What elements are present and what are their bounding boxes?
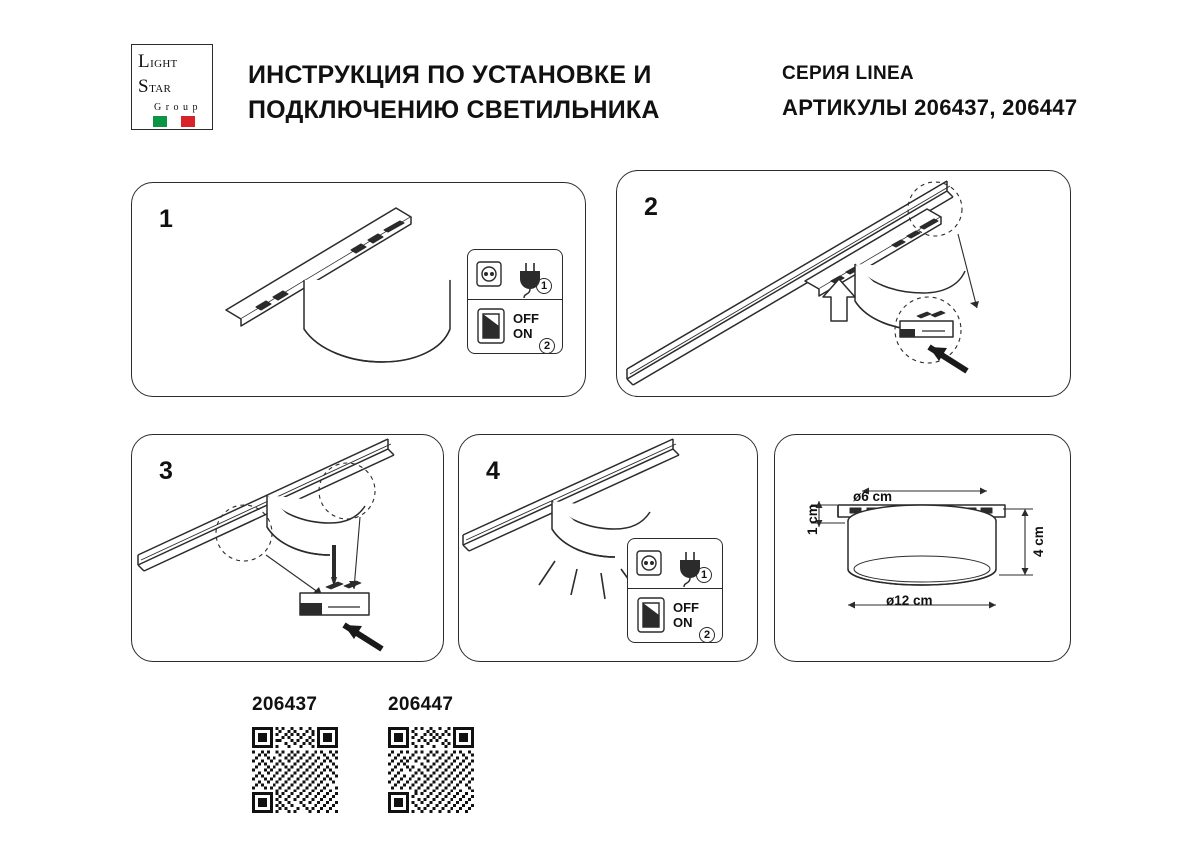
qr-block-206437	[252, 694, 338, 813]
legend-on-label: ON	[513, 326, 533, 342]
legend-step-1-badge: 1	[536, 278, 552, 294]
qr-label-1: 206437	[252, 694, 318, 715]
legend-off-on	[673, 600, 699, 631]
product-info	[782, 63, 1182, 121]
qr-label-2: 206447	[388, 694, 454, 715]
legend-step-1-badge: 1	[696, 567, 712, 583]
qr-code-1	[252, 727, 338, 813]
step-panel-3	[131, 434, 444, 662]
logo-line-2: STAR	[138, 76, 172, 97]
page-title	[248, 58, 668, 127]
legend-box-1	[467, 249, 563, 354]
logo-line-1: LIGHT	[138, 51, 178, 72]
step-number-2: 2	[644, 193, 658, 221]
dimension-height-left: 1 cm	[805, 504, 820, 535]
brand-logo	[131, 44, 213, 130]
page-title-line-2: ПОДКЛЮЧЕНИЮ СВЕТИЛЬНИКА	[248, 95, 660, 124]
qr-block-206447	[388, 694, 474, 813]
header	[0, 0, 1200, 160]
dimensions-panel	[774, 434, 1071, 662]
step-panel-2	[616, 170, 1071, 397]
step-number-3: 3	[159, 457, 173, 485]
dimensions-illustration	[775, 435, 1072, 663]
dimension-diameter-top: ø6 cm	[853, 489, 893, 504]
step-3-illustration	[132, 435, 445, 663]
step-panel-4	[458, 434, 758, 662]
step-number-4: 4	[486, 457, 500, 485]
legend-off-on	[513, 311, 539, 342]
dimension-diameter-bottom: ø12 cm	[886, 593, 933, 608]
legend-box-2	[627, 538, 723, 643]
qr-code-2	[388, 727, 474, 813]
articles-label: АРТИКУЛЫ 206437, 206447	[782, 95, 1078, 120]
dimension-height-right: 4 cm	[1031, 526, 1046, 557]
step-panel-1	[131, 182, 586, 397]
legend-off-label: OFF	[673, 600, 699, 615]
logo-line-2-small: TAR	[149, 83, 172, 95]
page-title-line-1: ИНСТРУКЦИЯ ПО УСТАНОВКЕ И	[248, 61, 652, 89]
legend-off-label: OFF	[513, 311, 539, 326]
legend-on-label: ON	[673, 615, 693, 631]
step-2-illustration	[617, 171, 1072, 398]
logo-line-1-small: IGHT	[150, 58, 178, 70]
legend-step-2-badge: 2	[699, 627, 715, 643]
logo-group-text: G r o u p	[154, 102, 199, 113]
step-number-1: 1	[159, 205, 173, 233]
italy-flag-icon	[153, 116, 195, 127]
series-label: СЕРИЯ LINEA	[782, 63, 914, 84]
legend-step-2-badge: 2	[539, 338, 555, 354]
